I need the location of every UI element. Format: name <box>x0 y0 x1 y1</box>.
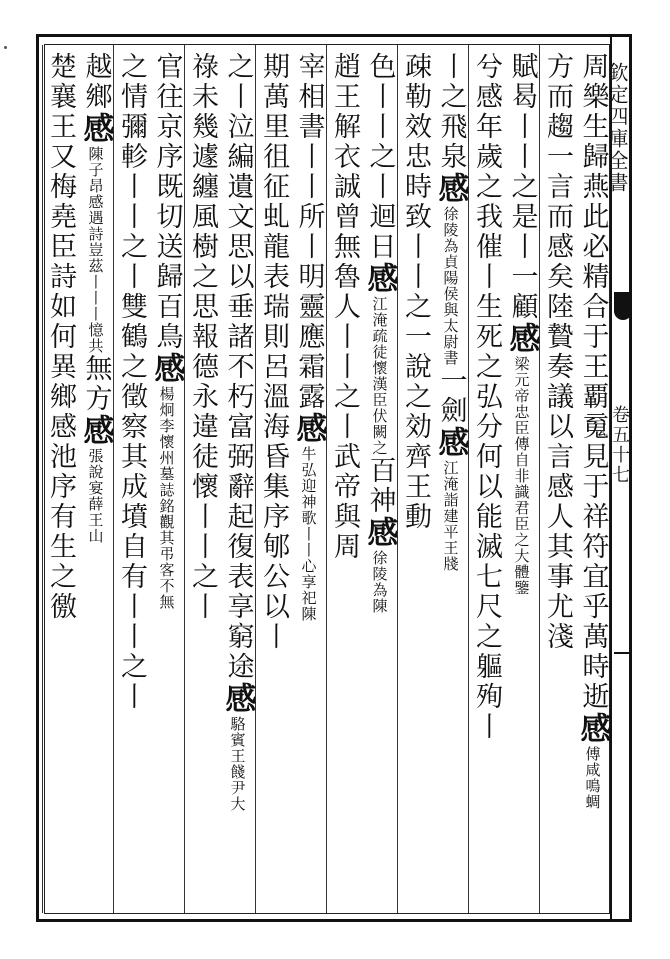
main-text: 百鳥 <box>151 292 183 352</box>
annotation-text: 梁元帝忠臣傳自非識君臣之大體鑒 <box>512 356 531 596</box>
main-text: 期萬里徂征虬龍表瑞 <box>258 52 289 322</box>
scan-speck <box>4 46 7 49</box>
main-text: 宰相書丨丨所丨明靈應 <box>293 52 325 352</box>
entry-heading: 感 <box>290 412 327 446</box>
entry-heading: 感 <box>77 414 114 448</box>
main-text: 色丨丨之丨 <box>364 52 396 202</box>
entry-heading: 感 <box>432 172 469 206</box>
main-text: 飛泉 <box>435 112 467 172</box>
main-text: 池序有生之徼 <box>45 442 76 622</box>
main-text: 丨之 <box>435 52 467 112</box>
main-text: 周樂生歸燕此必精合于王覇䰟見于祥符宜乎萬 <box>577 52 609 652</box>
entry-heading: 感 <box>219 682 256 716</box>
main-text: 之情彌軫丨丨之丨 <box>116 52 147 292</box>
main-text: 之丨泣編遺文思以垂諸不朽富弼辭起復表享 <box>222 52 254 622</box>
entry-heading: 感 <box>148 352 185 386</box>
annotation-text: 傅咸鳴蜩 <box>583 746 602 810</box>
main-text: 賦曷丨丨之是丨 <box>506 52 538 262</box>
entry-heading: 感 <box>503 322 540 356</box>
annotation-text: 楊炯李懷州墓誌銘觀其弔客不無 <box>157 386 176 610</box>
main-text: 楚襄王又梅堯臣詩如何異鄉感 <box>45 52 76 442</box>
annotation-text: 陳子昂感遇詩豈茲丨丨丨憶共 <box>86 146 105 354</box>
fishtail-mark <box>614 292 632 320</box>
entry-heading: 感 <box>361 262 398 296</box>
main-text: 無方 <box>80 354 112 414</box>
volume-number: 卷五十七 <box>609 405 630 485</box>
main-text: 越鄉 <box>80 52 112 112</box>
gutter-rule <box>614 652 632 654</box>
annotation-text: 牛弘迎神歌丨丨心享祀陳 <box>299 446 318 622</box>
entry-heading: 感 <box>361 516 398 550</box>
main-text: 誠曾無魯人丨丨之丨 <box>329 172 360 442</box>
main-text: 武帝與周 <box>329 442 360 562</box>
main-text: 生死之弘分何以能滅七尺之軀殉丨 <box>471 292 502 742</box>
entry-heading: 感 <box>574 712 611 746</box>
text-column <box>38 52 82 902</box>
main-text: 則呂溫海昏集序郇公以丨 <box>258 322 289 652</box>
main-text: 方而趨一言而感矣陸贄奏議以言感人其事尤淺 <box>542 52 573 652</box>
main-text: 祿未幾遽纏風樹之思報德永違徒懷丨丨之丨 <box>187 52 218 622</box>
main-text: 一劍 <box>435 366 467 426</box>
main-text: 兮感年歲之我催丨 <box>471 52 502 292</box>
main-text: 百神 <box>364 456 396 516</box>
main-text: 一顧 <box>506 262 538 322</box>
main-text: 雙鶴之徵察其成墳自有丨丨之丨 <box>116 292 147 712</box>
main-text: 官往京序既切送歸 <box>151 52 183 292</box>
annotation-text: 徐陵為貞陽侯與太尉書 <box>441 206 460 366</box>
main-text: 窮途 <box>222 622 254 682</box>
entry-heading: 感 <box>77 112 114 146</box>
main-text: 迴日 <box>364 202 396 262</box>
main-text: 霜露 <box>293 352 325 412</box>
annotation-text: 江淹疏徒懷漢臣伏闕之 <box>370 296 389 456</box>
annotation-text: 江淹詣建平王牋 <box>441 460 460 572</box>
main-text: 疎勒效忠時致丨丨之 <box>400 52 431 322</box>
main-text: 趙王解衣 <box>329 52 360 172</box>
annotation-text: 徐陵為陳 <box>370 550 389 614</box>
book-title: 欽定四庫全書 <box>605 62 629 194</box>
entry-heading: 感 <box>432 426 469 460</box>
main-text: 時逝 <box>577 652 609 712</box>
annotation-text: 張說宴薛王山 <box>86 448 105 544</box>
annotation-text: 駱賓王餞尹大 <box>228 716 247 812</box>
main-text: 一說之効齊王動 <box>400 322 431 532</box>
